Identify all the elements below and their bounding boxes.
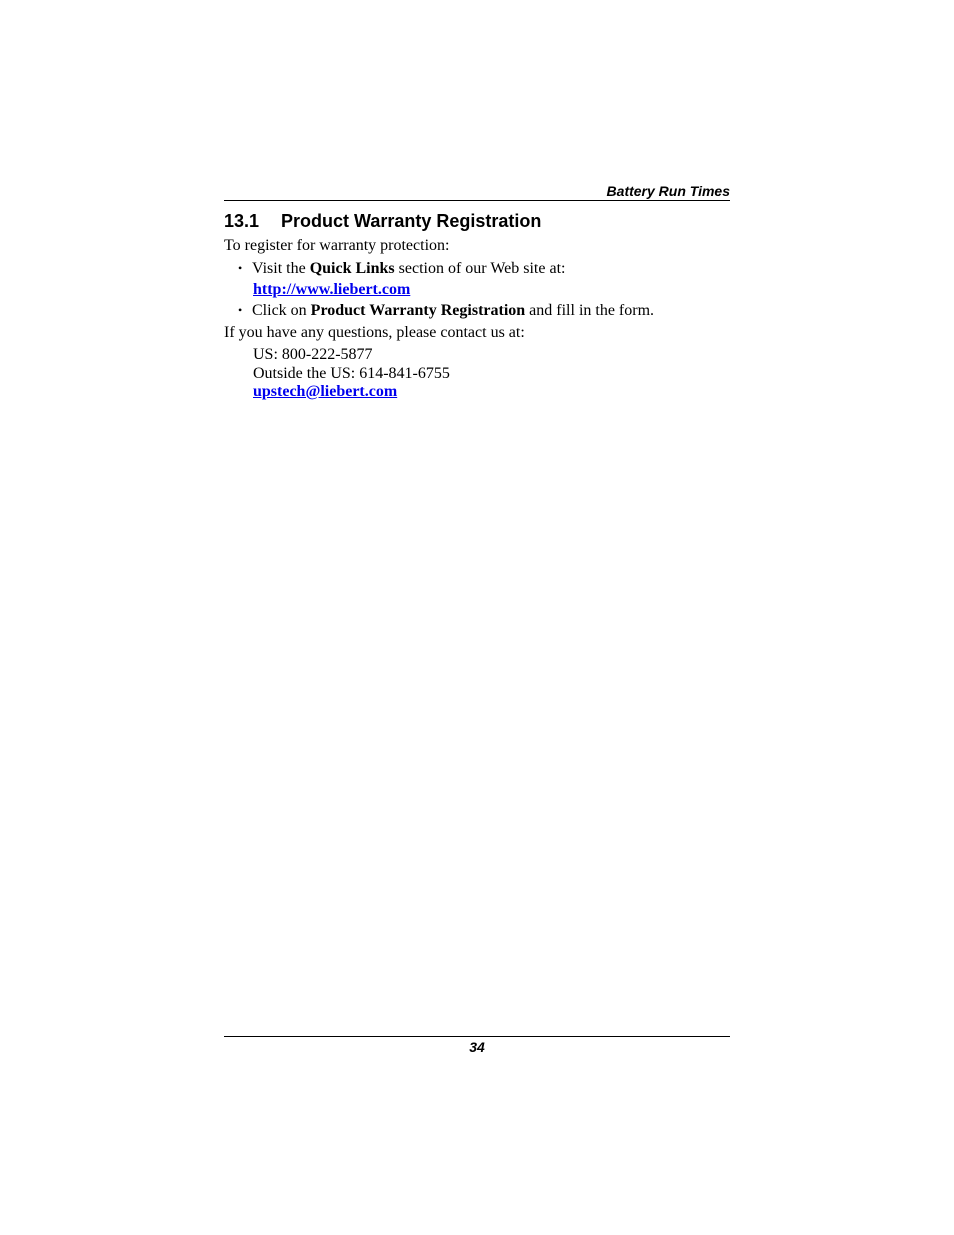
- footer-rule: [224, 1036, 730, 1037]
- section-title: [224, 210, 541, 232]
- bullet-icon: •: [238, 261, 243, 275]
- us-phone: US: 800-222-5877: [253, 346, 373, 363]
- email-link[interactable]: upstech@liebert.com: [253, 383, 398, 400]
- outside-us-phone: Outside the US: 614-841-6755: [253, 365, 450, 382]
- bullet-prefix: Click on: [252, 302, 311, 319]
- header-rule: [224, 200, 730, 201]
- website-link-line: [253, 280, 410, 299]
- section-number: 13.1: [224, 211, 260, 231]
- document-page: [224, 0, 730, 1235]
- bullet-prefix: Visit the: [252, 260, 310, 277]
- contact-intro-paragraph: If you have any questions, please contact us at:: [224, 324, 525, 341]
- bullet-bold-text: Product Warranty Registration: [310, 302, 526, 319]
- running-header: Battery Run Times: [606, 183, 730, 199]
- bullet-bold-text: Quick Links: [309, 260, 395, 277]
- email-line: [253, 382, 397, 401]
- website-link[interactable]: http://www.liebert.com: [253, 281, 411, 298]
- bullet-suffix: section of our Web site at:: [394, 260, 566, 277]
- page-number: 34: [469, 1039, 485, 1055]
- bullet-suffix: and fill in the form.: [525, 302, 655, 319]
- bullet-item-quick-links: [238, 259, 565, 278]
- bullet-icon: •: [238, 303, 243, 317]
- section-title-text: Product Warranty Registration: [281, 211, 542, 231]
- intro-paragraph: To register for warranty protection:: [224, 237, 450, 254]
- bullet-item-registration: [238, 301, 654, 320]
